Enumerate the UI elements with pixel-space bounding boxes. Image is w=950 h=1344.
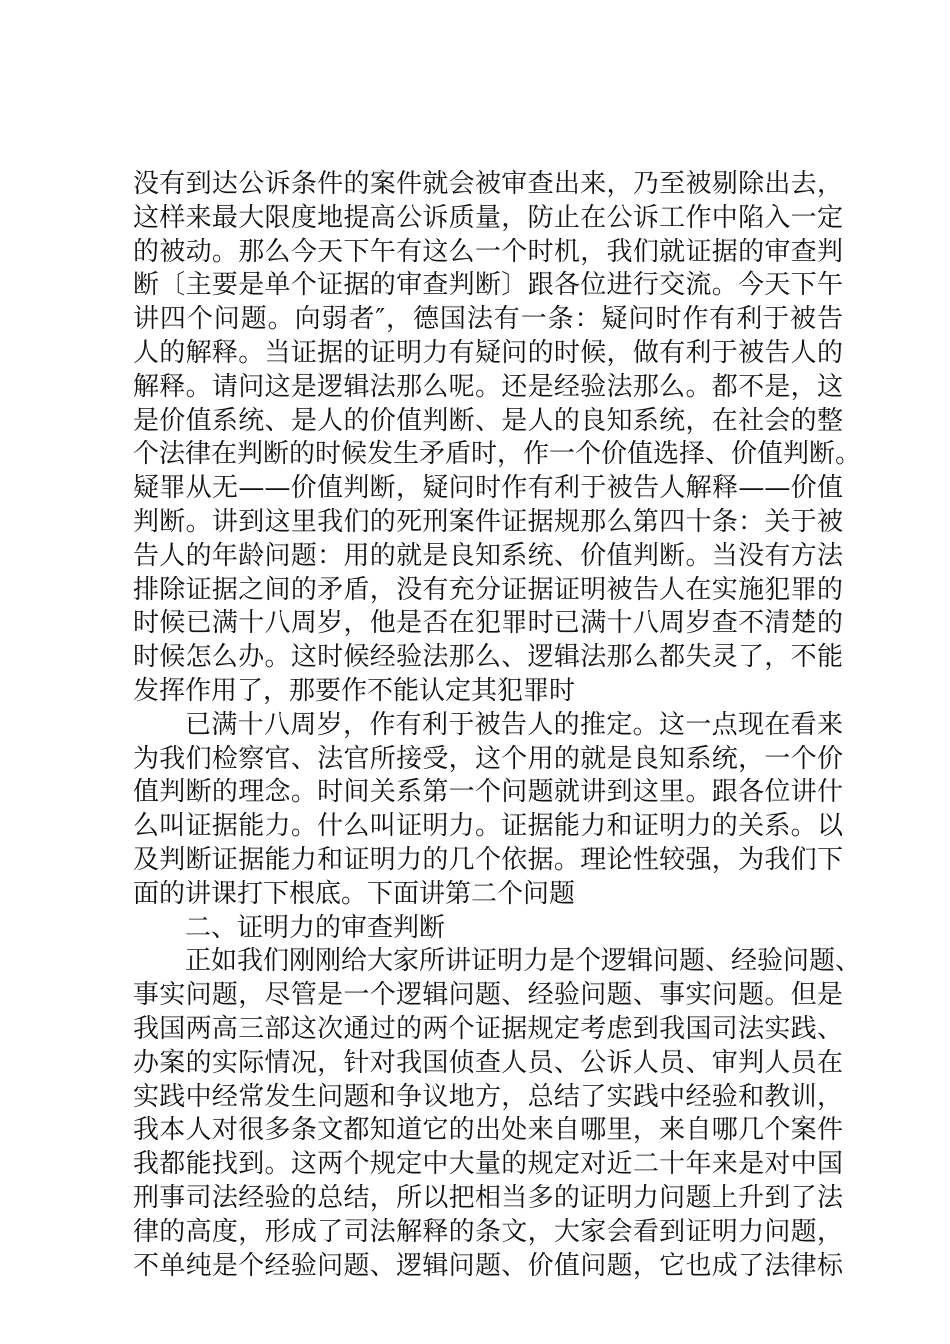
text-line: 办案的实际情况，针对我国侦查人员、公诉人员、审判人员在 [133, 1047, 843, 1078]
text-line: 没有到达公诉条件的案件就会被审查出来，乃至被剔除出去， [133, 169, 843, 199]
text-line: 的被动。那么今天下午有这么一个时机，我们就证据的审查判 [133, 236, 843, 267]
text-line: 我国两高三部这次通过的两个证据规定考虑到我国司法实践、 [133, 1013, 843, 1044]
text-line: 为我们检察官、法官所接受，这个用的就是良知系统，一个价 [133, 743, 843, 774]
text-line: 疑罪从无——价值判断，疑问时作有利于被告人解释——价值 [133, 473, 843, 504]
text-line: 人的解释。当证据的证明力有疑问的时候，做有利于被告人的 [133, 337, 843, 368]
text-line: 讲四个问题。向弱者″，德国法有一条：疑问时作有利于被告 [133, 304, 843, 335]
text-line: 律的高度，形成了司法解释的条文，大家会看到证明力问题， [133, 1216, 843, 1247]
text-line: 不单纯是个经验问题、逻辑问题、价值问题，它也成了法律标 [133, 1250, 843, 1281]
text-line: 事实问题，尽管是一个逻辑问题、经验问题、事实问题。但是 [133, 980, 843, 1011]
text-line: 么叫证据能力。什么叫证明力。证据能力和证明力的关系。以 [133, 811, 843, 842]
text-line: 解释。请问这是逻辑法那么呢。还是经验法那么。都不是，这 [133, 371, 843, 402]
paragraph-first-line: 已满十八周岁，作有利于被告人的推定。这一点现在看来 [185, 709, 843, 740]
text-line: 断〔主要是单个证据的审查判断〕跟各位进行交流。今天下午 [133, 270, 843, 301]
text-line: 面的讲课打下根底。下面讲第二个问题 [133, 878, 576, 909]
text-line: 刑事司法经验的总结，所以把相当多的证明力问题上升到了法 [133, 1182, 843, 1213]
text-line: 时候已满十八周岁，他是否在犯罪时已满十八周岁查不清楚的 [133, 608, 843, 639]
text-line: 实践中经常发生问题和争议地方，总结了实践中经验和教训， [133, 1081, 843, 1112]
section-heading: 二、证明力的审查判断 [185, 912, 446, 943]
text-line: 值判断的理念。时间关系第一个问题就讲到这里。跟各位讲什 [133, 777, 843, 808]
text-line: 时候怎么办。这时候经验法那么、逻辑法那么都失灵了，不能 [133, 642, 843, 673]
paragraph-first-line: 正如我们刚刚给大家所讲证明力是个逻辑问题、经验问题、 [185, 946, 862, 977]
text-line: 这样来最大限度地提高公诉质量，防止在公诉工作中陷入一定 [133, 202, 843, 233]
text-line: 排除证据之间的矛盾，没有充分证据证明被告人在实施犯罪的 [133, 574, 843, 605]
text-line: 判断。讲到这里我们的死刑案件证据规那么第四十条：关于被 [133, 506, 843, 537]
text-line: 我都能找到。这两个规定中大量的规定对近二十年来是对中国 [133, 1149, 843, 1180]
text-line: 告人的年龄问题：用的就是良知系统、价值判断。当没有方法 [133, 540, 843, 571]
text-line: 及判断证据能力和证明力的几个依据。理论性较强，为我们下 [133, 844, 843, 875]
body-text [133, 168, 862, 1283]
text-line: 个法律在判断的时候发生矛盾时，作一个价值选择、价值判断。 [133, 439, 862, 470]
text-line: 我本人对很多条文都知道它的出处来自哪里，来自哪几个案件 [133, 1115, 843, 1146]
text-line: 是价值系统、是人的价值判断、是人的良知系统，在社会的整 [133, 405, 843, 436]
text-line: 发挥作用了，那要作不能认定其犯罪时 [133, 675, 576, 706]
